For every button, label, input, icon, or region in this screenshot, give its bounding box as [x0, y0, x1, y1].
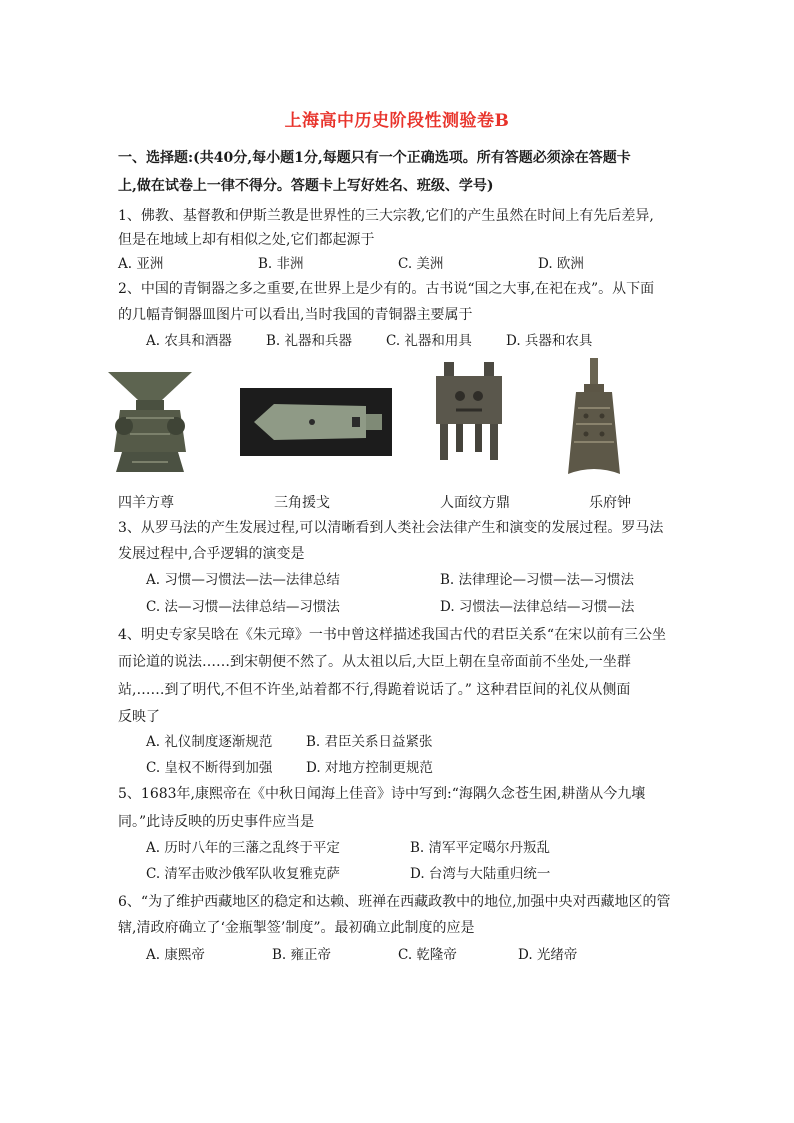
question-4-option-d: D. 对地方控制更规范	[306, 760, 433, 776]
question-6-option-d: D. 光绪帝	[518, 947, 578, 963]
question-5-option-c: C. 清军击败沙俄军队收复雅克萨	[146, 866, 340, 882]
artifact-caption-3: 人面纹方鼎	[440, 495, 510, 511]
artifact-caption-1: 四羊方尊	[118, 495, 174, 511]
question-1-option-b: B. 非洲	[258, 256, 304, 272]
question-3-option-b: B. 法律理论—习惯—法—习惯法	[440, 572, 635, 588]
question-5-option-a: A. 历时八年的三藩之乱终于平定	[146, 840, 340, 856]
question-5-line-2: 同。”此诗反映的历史事件应当是	[118, 814, 315, 830]
question-4-line-1: 4、明史专家吴晗在《朱元璋》一书中曾这样描述我国古代的君臣关系“在宋以前有三公坐	[118, 627, 667, 643]
bronze-bell-icon	[566, 358, 622, 482]
section-instructions	[118, 144, 698, 200]
question-3-option-a: A. 习惯—习惯法—法—法律总结	[146, 572, 340, 588]
question-6-line-1: 6、“为了维护西藏地区的稳定和达赖、班禅在西藏政教中的地位,加强中央对西藏地区的管	[118, 894, 671, 910]
question-4-option-b: B. 君臣关系日益紧张	[306, 734, 433, 750]
question-6-line-2: 辖,清政府确立了‘金瓶掣签’制度”。最初确立此制度的应是	[118, 920, 475, 936]
question-5-line-1: 5、1683年,康熙帝在《中秋日闻海上佳音》诗中写到:“海隅久念苍生困,耕凿从今九壤	[118, 786, 646, 802]
question-4-option-a: A. 礼仪制度逐渐规范	[146, 734, 273, 750]
question-3-line-2: 发展过程中,合乎逻辑的演变是	[118, 546, 305, 562]
question-3-line-1: 3、从罗马法的产生发展过程,可以清晰看到人类社会法律产生和演变的发展过程。罗马法	[118, 520, 664, 536]
artifact-caption-2: 三角援戈	[274, 495, 330, 511]
question-6-option-b: B. 雍正帝	[272, 947, 332, 963]
artifact-caption-4: 乐府钟	[589, 495, 631, 511]
question-2-line-2: 的几幅青铜器皿图片可以看出,当时我国的青铜器主要属于	[118, 307, 473, 323]
question-4-line-4: 反映了	[118, 709, 160, 725]
question-3-option-d: D. 习惯法—法律总结—习惯—法	[440, 599, 635, 615]
question-5-option-b: B. 清军平定噶尔丹叛乱	[410, 840, 551, 856]
question-3-option-c: C. 法—习惯—法律总结—习惯法	[146, 599, 340, 615]
question-2-option-a: A. 农具和酒器	[146, 333, 232, 349]
square-ding-icon	[432, 362, 506, 462]
instructions-line-1: 一、选择题:(共40分,每小题1分,每题只有一个正确选项。所有答题必须涂在答题卡	[118, 150, 631, 166]
question-4-option-c: C. 皇权不断得到加强	[146, 760, 273, 776]
question-1-option-d: D. 欧洲	[538, 256, 584, 272]
question-1-line-2: 但是在地域上却有相似之处,它们都起源于	[118, 232, 375, 248]
question-2-option-c: C. 礼器和用具	[386, 333, 472, 349]
question-6-option-a: A. 康熙帝	[146, 947, 205, 963]
page-title: 上海高中历史阶段性测验卷B	[284, 111, 510, 131]
dagger-axe-icon	[240, 388, 392, 456]
four-ram-zun-icon	[106, 370, 194, 474]
question-5-option-d: D. 台湾与大陆重归统一	[410, 866, 551, 882]
question-1-option-c: C. 美洲	[398, 256, 444, 272]
question-2-line-1: 2、中国的青铜器之多之重要,在世界上是少有的。古书说“国之大事,在祀在戎”。从下面	[118, 281, 655, 297]
question-2-option-d: D. 兵器和农具	[506, 333, 593, 349]
instructions-line-2: 上,做在试卷上一律不得分。答题卡上写好姓名、班级、学号)	[118, 178, 494, 194]
question-2-option-b: B. 礼器和兵器	[266, 333, 353, 349]
question-1-line-1: 1、佛教、基督教和伊斯兰教是世界性的三大宗教,它们的产生虽然在时间上有先后差异,	[118, 208, 654, 224]
question-4-line-3: 站,……到了明代,不但不许坐,站着都不行,得跪着说话了。” 这种君臣间的礼仪从侧面	[118, 682, 631, 698]
question-6-option-c: C. 乾隆帝	[398, 947, 457, 963]
question-1-option-a: A. 亚洲	[118, 256, 164, 272]
question-4-line-2: 而论道的说法……到宋朝便不然了。从太祖以后,大臣上朝在皇帝面前不坐处,一坐群	[118, 654, 631, 670]
